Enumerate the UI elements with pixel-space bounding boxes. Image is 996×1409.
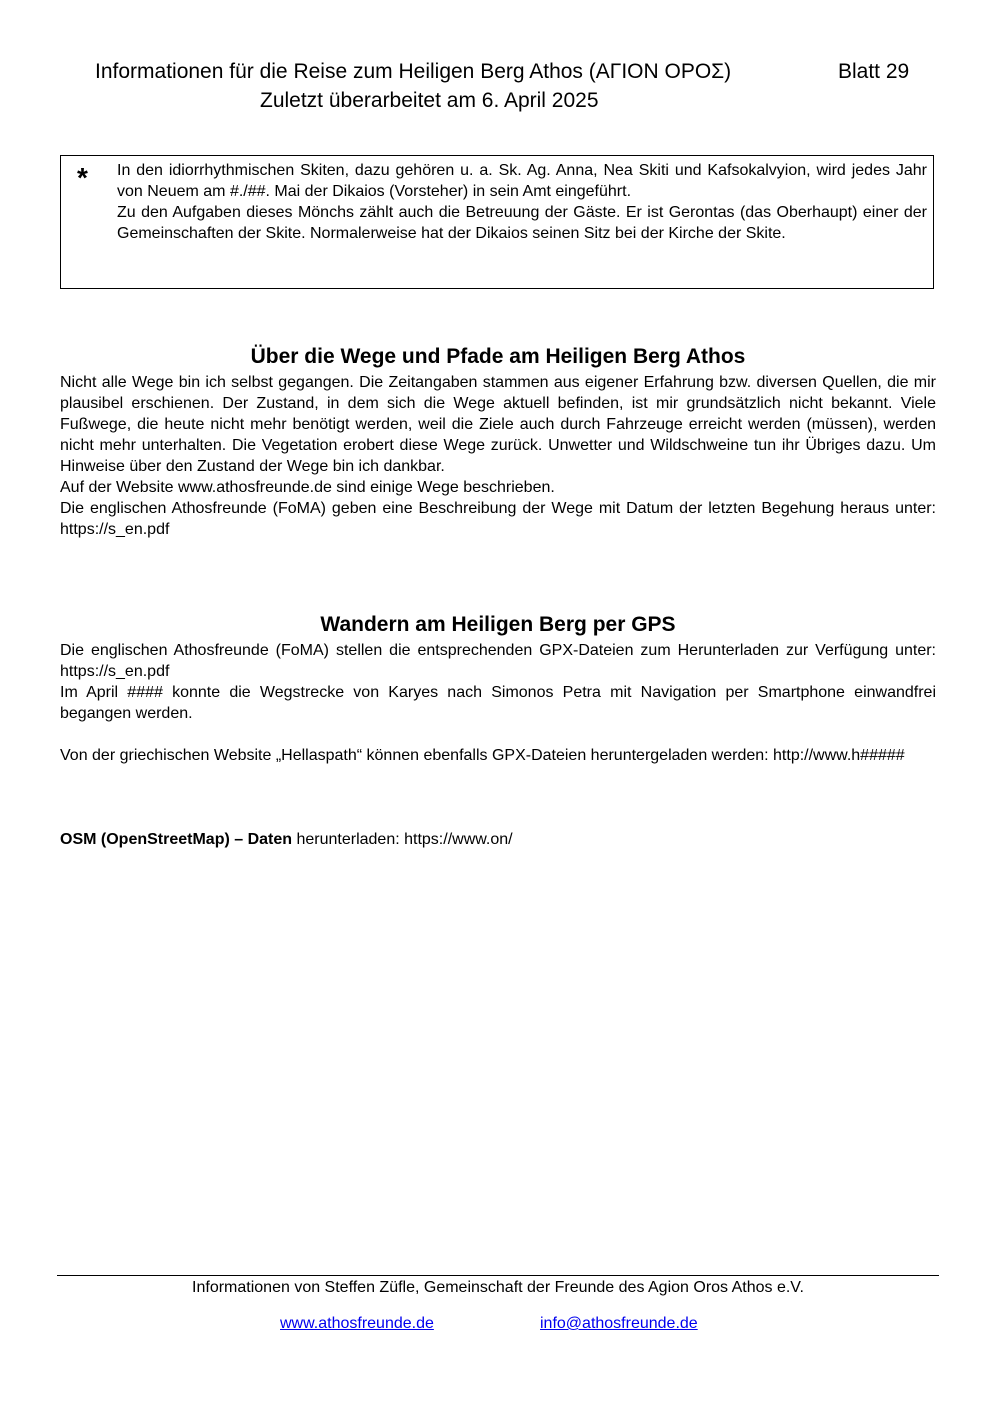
spacer	[60, 724, 936, 745]
section-heading-paths: Über die Wege und Pfade am Heiligen Berg Athos	[250, 345, 746, 368]
document-title: Informationen für die Reise zum Heiligen Berg Athos (ΑΓΙΟΝ ΟΡΟΣ)	[95, 60, 732, 83]
paragraph: Die englischen Athosfreunde (FoMA) stellen die entsprechenden GPX-Dateien zum Herunterladen zur Verfügung unter: https://s_en.pdf	[60, 642, 936, 680]
section-heading-gps: Wandern am Heiligen Berg per GPS	[320, 613, 676, 636]
footer-email-link[interactable]: info@athosfreunde.de	[540, 1315, 698, 1332]
osm-text: herunterladen: https://www.on/	[292, 831, 513, 848]
revision-date: Zuletzt überarbeitet am 6. April 2025	[260, 89, 599, 112]
paragraph: Im April #### konnte die Wegstrecke von Karyes nach Simonos Petra mit Navigation per Smartphone einwandfrei begangen werden.	[60, 684, 936, 722]
paragraph: Nicht alle Wege bin ich selbst gegangen. Die Zeitangaben stammen aus eigener Erfahrung bzw. diversen Quellen, die mir plausibel erschienen. Der Zustand, in dem sich die Wege aktuell befinden, ist mir grundsätzlich nicht bekannt. Viele Fußwege, die heute nicht mehr benötigt werden, weil die Ziele auch durch Fahrzeuge erreicht werden (müssen), werden nicht mehr unterhalten. Die Vegetation erobert diese Wege zurück. Unwetter und Wildschweine tun ihr Übriges dazu. Um Hinweise über den Zustand der Wege bin ich dankbar.	[60, 374, 936, 475]
paragraph: Auf der Website www.athosfreunde.de sind einige Wege beschrieben.	[60, 479, 555, 496]
section-body-gps	[60, 640, 936, 766]
footer-divider	[57, 1275, 939, 1276]
page-header	[95, 60, 935, 84]
osm-line	[60, 829, 513, 850]
sheet-number: Blatt 29	[838, 60, 910, 83]
osm-label: OSM (OpenStreetMap) – Daten	[60, 831, 293, 848]
note-box	[60, 155, 934, 289]
note-marker: *	[77, 162, 88, 193]
paragraph: Die englischen Athosfreunde (FoMA) geben eine Beschreibung der Wege mit Datum der letzten Begehung heraus unter: https://s_en.pdf	[60, 500, 936, 538]
note-paragraph: In den idiorrhythmischen Skiten, dazu gehören u. a. Sk. Ag. Anna, Nea Skiti und Kafsokalvyion, wird jedes Jahr von Neuem am #./##. Mai der Dikaios (Vorsteher) in sein Amt eingeführt.	[117, 162, 927, 200]
paragraph: Von der griechischen Website „Hellaspath“ können ebenfalls GPX-Dateien heruntergeladen werden: http://www.h#####	[60, 747, 905, 764]
note-text	[117, 160, 927, 244]
note-paragraph: Zu den Aufgaben dieses Mönchs zählt auch die Betreuung der Gäste. Er ist Gerontas (das Oberhaupt) einer der Gemeinschaften der Skite. Normalerweise hat der Dikaios seinen Sitz bei der Kirche der Skite.	[117, 204, 927, 242]
footer-website-link[interactable]: www.athosfreunde.de	[280, 1315, 434, 1332]
footer-text: Informationen von Steffen Züfle, Gemeinschaft der Freunde des Agion Oros Athos e.V.	[192, 1279, 804, 1296]
section-body-paths	[60, 372, 936, 540]
